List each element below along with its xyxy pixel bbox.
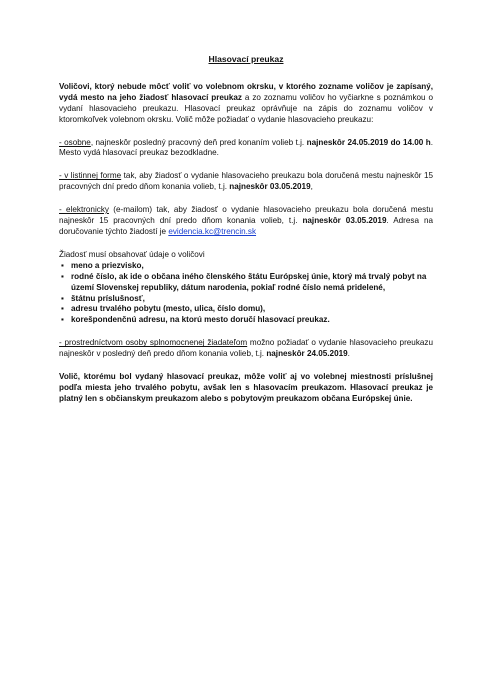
list-item-text: štátnu príslušnosť, (71, 293, 145, 303)
list-item-text: rodné číslo, ak ide o občana iného členského štátu Európskej únie, ktorý má trvalý pobyt na území Slovenskej republiky, dátum narodenia, pokiaľ rodné číslo nemá pridelené, (71, 271, 427, 292)
option-splnomocnena (59, 338, 433, 360)
list-item (59, 294, 433, 305)
option-splnomocnena-label: - prostredníctvom osoby splnomocnenej žiadateľom (59, 338, 248, 348)
list-item (59, 315, 433, 326)
intro-text-1: Voličovi, ktorý nebude môcť voliť vo volebnom okrsku, v ktorého zozname voličov je zapísaný, vydá mesto na jeho žiadosť (59, 81, 433, 102)
option-listinna-text-2: , (310, 182, 313, 192)
option-elektronicky (59, 205, 433, 238)
list-item (59, 272, 433, 294)
bullet-icon: ▪ (61, 271, 64, 281)
option-elektronicky-label: - elektronicky (59, 205, 109, 215)
fields-heading: Žiadosť musí obsahovať údaje o voličovi (59, 249, 205, 259)
option-elektronicky-text: (e-mailom) tak, aby žiadosť o vydanie hlasovacieho preukazu bola doručená mestu najneskôr 15 pracovných dní predo dňom konania volieb, t.j. (59, 205, 433, 226)
list-item (59, 304, 433, 315)
option-elektronicky-deadline: najneskôr 03.05.2019 (302, 216, 387, 226)
document-title: Hlasovací preukaz (208, 54, 284, 64)
closing-paragraph: Volič, ktorému bol vydaný hlasovací preukaz, môže voliť aj vo volebnej miestnosti príslušnej podľa miesta jeho trvalého pobytu, avšak len s hlasovacím preukazom. Hlasovací preukaz je platný len s občianskym preukazom alebo s pobytovým preukazom občana Európskej únie. (59, 372, 433, 403)
intro-emphasis: hlasovací preukaz (171, 92, 242, 102)
bullet-icon: ▪ (61, 315, 64, 325)
option-listinna-label: - v listinnej forme (59, 171, 122, 181)
option-splnomocnena-text-2: . (347, 349, 350, 359)
bullet-icon: ▪ (61, 304, 64, 314)
intro-paragraph (59, 82, 433, 126)
option-elektronicky-text-2: . Adresa na doručovanie týchto žiadostí je (59, 216, 433, 236)
intro-text-2: a zo zoznamu voličov ho vyčiarkne s poznámkou o vydaní hlasovacieho preukazu. Hlasovací preukaz oprávňuje na zápis do zoznamu voličov v ktoromkoľvek volebnom okrsku. Volič môže požiadať o vydanie hlasovacieho preukazu: (59, 92, 433, 124)
option-osobne-text-2: . Mesto vydá hlasovací preukaz bezodkladne. (59, 137, 433, 158)
list-item-text: korešpondenčnú adresu, na ktorú mesto doručí hlasovací preukaz. (71, 315, 330, 325)
list-item-text: meno a priezvisko, (71, 260, 144, 270)
list-item (59, 261, 433, 272)
option-osobne-label: - osobne (59, 137, 91, 147)
bullet-icon: ▪ (61, 260, 64, 270)
option-osobne (59, 138, 433, 160)
list-item-text: adresu trvalého pobytu (mesto, ulica, číslo domu), (71, 304, 266, 314)
option-splnomocnena-deadline: najneskôr 24.05.2019 (266, 349, 348, 359)
required-fields-list (59, 261, 433, 326)
option-splnomocnena-text: možno požiadať o vydanie hlasovacieho preukazu najneskôr v posledný deň predo dňom konania volieb, t.j. (59, 338, 433, 359)
option-listinna-deadline: najneskôr 03.05.2019 (229, 182, 311, 192)
option-osobne-deadline: najneskôr 24.05.2019 do 14.00 h (306, 137, 431, 147)
bullet-icon: ▪ (61, 293, 64, 303)
email-link[interactable]: evidencia.kc@trencin.sk (168, 226, 257, 236)
option-osobne-text: , najneskôr posledný pracovný deň pred konaním volieb t.j. (90, 137, 307, 147)
option-listinna (59, 171, 433, 193)
option-listinna-text: tak, aby žiadosť o vydanie hlasovacieho preukazu bola doručená mestu najneskôr 15 pracovných dní predo dňom konania volieb, t.j. (59, 171, 433, 192)
